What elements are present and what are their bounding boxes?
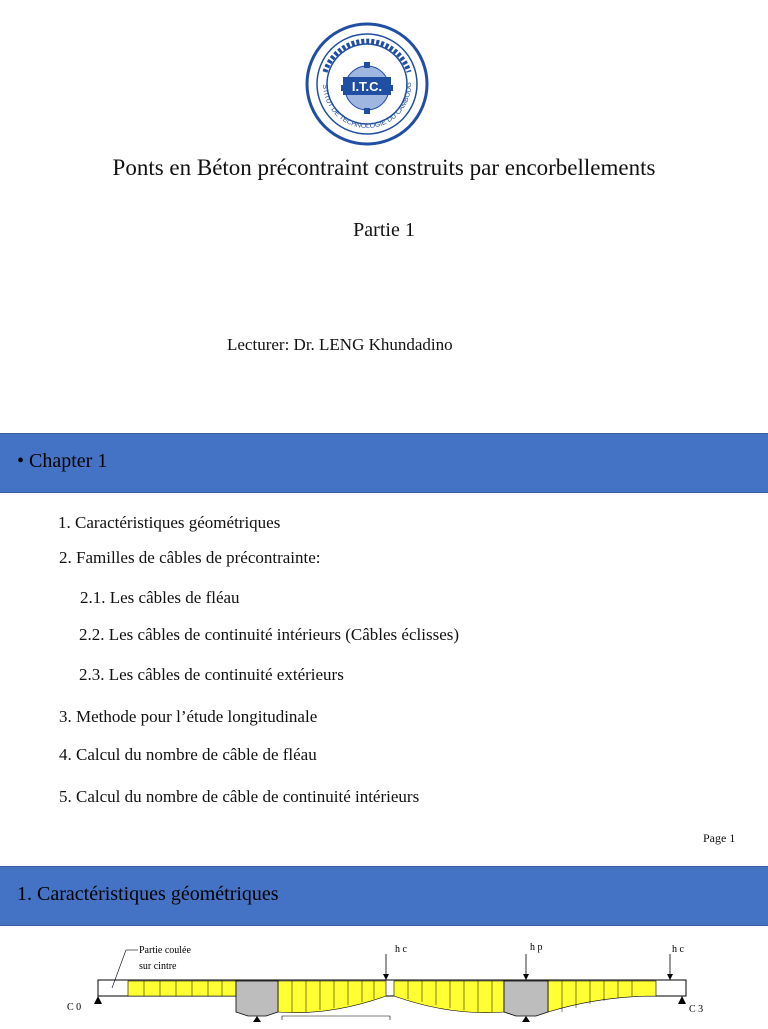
- diagram-label-hc-left: h c: [395, 944, 407, 955]
- toc-item[interactable]: 2.2. Les câbles de continuité intérieurs (Câbles éclisses): [79, 625, 460, 644]
- section-header-label: 1. Caractéristiques géométriques: [17, 883, 279, 905]
- lecturer-line: Lecturer: Dr. LENG Khundadino: [227, 335, 453, 354]
- toc-item[interactable]: 5. Calcul du nombre de câble de continuité intérieurs: [59, 787, 420, 806]
- toc-item[interactable]: 1. Caractéristiques géométriques: [58, 513, 281, 532]
- toc-item[interactable]: 4. Calcul du nombre de câble de fléau: [59, 745, 317, 764]
- chapter-header-bar: [0, 433, 768, 493]
- logo-ring-text: STITUT DE TECHNOLOGIE DU CAMBODG: [320, 82, 414, 131]
- diagram-label-c0: C 0: [67, 1002, 82, 1013]
- toc-item[interactable]: 2.1. Les câbles de fléau: [80, 588, 240, 607]
- diagram-label-partie-2: sur cintre: [139, 961, 177, 972]
- itc-logo: [305, 22, 429, 146]
- diagram-label-hc-right: h c: [672, 944, 684, 955]
- toc-item[interactable]: 2. Familles de câbles de précontrainte:: [59, 548, 321, 567]
- page-number: Page 1: [703, 831, 736, 845]
- toc-item[interactable]: 2.3. Les câbles de continuité extérieurs: [79, 665, 344, 684]
- diagram-label-hp: h p: [530, 942, 543, 953]
- document-subtitle: Partie 1: [353, 219, 415, 241]
- diagram-label-partie-1: Partie coulée: [139, 945, 191, 956]
- section-header-bar: [0, 866, 768, 926]
- bridge-elevation-diagram: [60, 932, 760, 1024]
- document-title: Ponts en Béton précontraint construits par encorbellements: [112, 155, 656, 180]
- logo-text: I.T.C.: [351, 79, 383, 94]
- chapter-header-label: • Chapter 1: [17, 450, 108, 472]
- toc-item[interactable]: 3. Methode pour l’étude longitudinale: [59, 707, 318, 726]
- diagram-label-c3: C 3: [689, 1004, 704, 1015]
